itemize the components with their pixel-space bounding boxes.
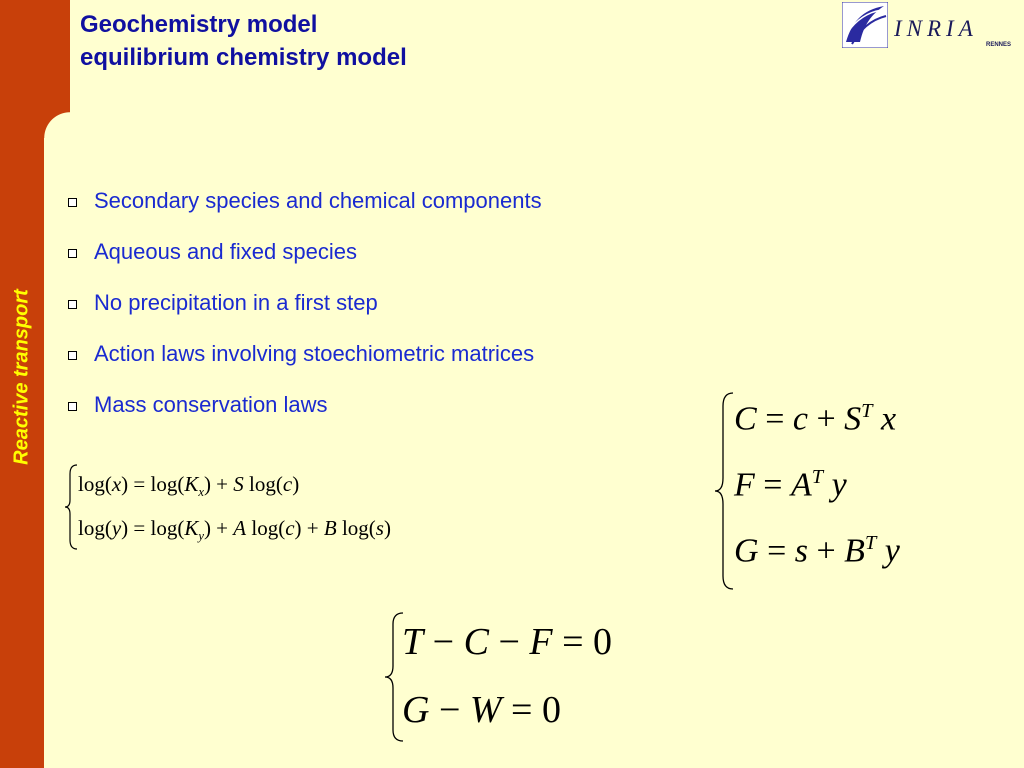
bullet-text: Mass conservation laws <box>94 392 328 417</box>
equation-gw: G − W = 0 <box>402 689 561 731</box>
equation-log-x: $\log(x) = \log(K_x) + S$ log(c) <box>78 472 300 500</box>
equation-c: $C = c + S^T$ x <box>734 400 897 438</box>
equation-f: $F = A^T$ y <box>734 466 847 504</box>
checkbox-bullet-icon <box>68 300 77 309</box>
bullet-text: Action laws involving stoechiometric matrices <box>94 341 535 366</box>
checkbox-bullet-icon <box>68 351 77 360</box>
sidebar-label: Reactive transport <box>10 289 33 465</box>
list-item <box>62 288 542 339</box>
bullet-text: Secondary species and chemical components <box>94 188 542 213</box>
list-item <box>62 186 542 237</box>
equation-log-y: $\log(y) = \log(K_y) + A$ log(c) + B log(s) <box>78 516 391 544</box>
list-item <box>62 390 542 441</box>
bullet-list <box>62 186 542 441</box>
equation-g: $G = s + B^T$ y <box>734 532 900 570</box>
checkbox-bullet-icon <box>68 402 77 411</box>
inria-logo-mark-icon <box>842 2 888 48</box>
balance-equation-system <box>380 612 680 744</box>
checkbox-bullet-icon <box>68 249 77 258</box>
title-line-1: Geochemistry model <box>80 11 318 38</box>
left-brace-icon <box>64 464 78 550</box>
sidebar-curve <box>44 112 70 138</box>
bullet-text: Aqueous and fixed species <box>94 239 357 264</box>
left-brace-icon <box>714 392 734 590</box>
left-brace-icon <box>384 612 404 742</box>
equation-tcf: T − C − F = 0 <box>402 621 613 663</box>
title-line-2: equilibrium chemistry model <box>80 44 407 71</box>
list-item <box>62 237 542 288</box>
slide-title <box>80 8 407 74</box>
checkbox-bullet-icon <box>68 198 77 207</box>
inria-logo <box>838 0 1024 52</box>
list-item <box>62 339 542 390</box>
bullet-text: No precipitation in a first step <box>94 290 378 315</box>
log-equation-system <box>60 462 550 554</box>
logo-subtext: RENNES <box>986 42 1012 48</box>
logo-word: INRIA <box>894 16 978 41</box>
conservation-equation-system <box>710 392 950 592</box>
